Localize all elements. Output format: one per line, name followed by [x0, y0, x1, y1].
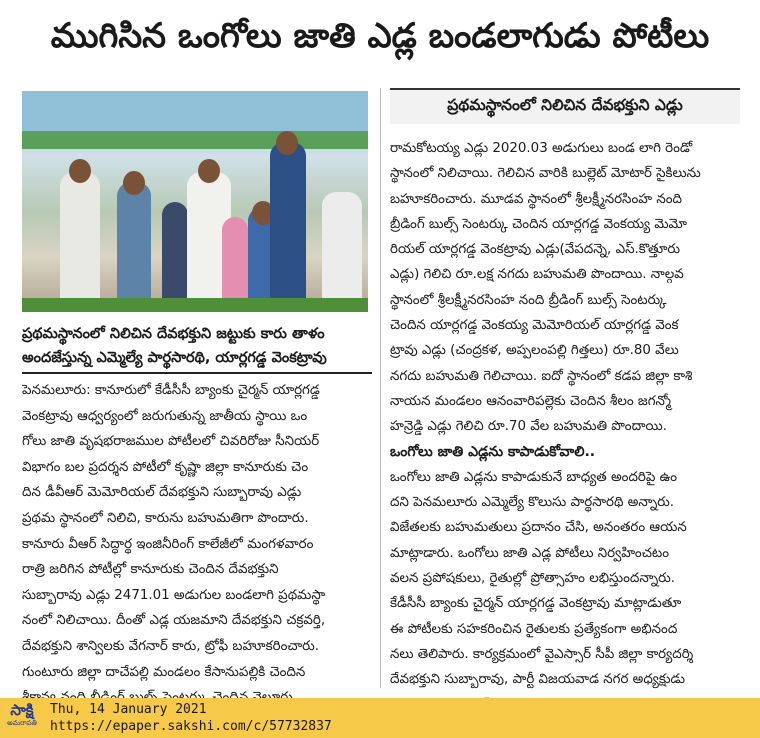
photo-person	[270, 142, 306, 312]
article-line: కానూరు వీఆర్ సిద్ధార్థ ఇంజినీరింగ్ కాలేజీలో మంగళవారం	[22, 536, 314, 552]
article-line: ఈ పోటీలకు సహకరించిన రైతులకు ప్రత్యేకంగా అభినంద	[390, 621, 678, 637]
article-subheading: ఒంగోలు జాతి ఎడ్లను కాపాడుకోవాలి..	[390, 443, 596, 460]
right-article	[390, 136, 742, 718]
article-line: చెందిన యార్లగడ్డ వెంకయ్య మెమోరియల్ యార్లగడ్డ వెంక	[390, 318, 679, 334]
article-line: రాత్రి జరిగిన పోటీల్లో కానూరుకు చెందిన దేవభక్తుని	[22, 562, 279, 578]
footer-url[interactable]: https://epaper.sakshi.com/c/57732837	[50, 719, 332, 734]
footer-info	[50, 701, 332, 735]
article-line: కేడీసీసీ బ్యాంకు చైర్మన్ యార్లగడ్డ వెంకట్రావు మాట్లాడుతూ	[390, 596, 682, 612]
photo-person	[162, 202, 188, 312]
article-line: నంలో నిలిచాయి. దీంతో ఎడ్ల యజమాని దేవభక్తుని చక్రవర్తి,	[22, 613, 326, 629]
article-line: ట్రావు ఎడ్లు (చంద్రకళ, అప్పలంపల్లి గిత్తలు) రూ.80 వేలు	[390, 343, 679, 359]
logo-mark: సాక్షి	[10, 701, 34, 719]
photo-person-head	[198, 159, 220, 183]
article-line: దేవభక్తుని శాన్విలకు వేగనార్ కారు, ట్రోఫీ బహూకరించారు.	[22, 638, 319, 654]
caption-divider	[22, 372, 372, 374]
left-article	[22, 378, 374, 711]
article-line: స్థానంలో నిలిచాయి. గెలిచిన వారికి బుల్లెట్ మోటార్ సైకిలును	[390, 166, 701, 182]
article-line: విజేతలకు బహుమతులు ప్రదానం చేసి, అనంతరం ఆయన	[390, 520, 687, 536]
caption-line: ప్రథమస్థానంలో నిలిచిన దేవభక్తుని జట్టుకు కారు తాళం	[22, 326, 325, 342]
photo-person-head	[69, 159, 91, 183]
article-line: గోలు జాతి వృషభరాజముల పోటీలలో చివరిరోజు సీనియర్	[22, 434, 320, 450]
photo-person-head	[276, 131, 298, 155]
sakshi-logo	[4, 701, 40, 735]
headline: ముగిసిన ఒంగోలు జాతి ఎడ్ల బండలాగుడు పోటీలు	[50, 16, 710, 56]
article-line: బ్రీడింగ్ బుల్స్ సెంటర్కు చెందిన యార్లగడ్డ వెంకయ్య మెమో	[390, 216, 688, 232]
footer-date: Thu, 14 January 2021	[50, 702, 207, 717]
article-line: బహూకరించారు. మూడవ స్థానంలో శ్రీలక్ష్మీనరసింహ నంది	[390, 191, 682, 207]
photo-person-head	[123, 171, 145, 195]
photo-grass	[22, 298, 368, 312]
article-line: సుబ్బారావు ఎడ్లు 2471.01 అడుగుల బండలాగి ప్రథమస్థా	[22, 587, 326, 603]
article-line: రియల్ యార్లగడ్డ వెంకట్రావు ఎడ్లు(వేపదన్నె, ఎస్.కొత్తూరు	[390, 242, 680, 258]
logo-subtitle: అమరావతి	[7, 719, 37, 727]
article-line: స్థానంలో శ్రీలక్ష్మీనరసింహ నంది బ్రీడింగ్ బుల్స్ సెంటర్కు	[390, 292, 667, 308]
article-line: వెంకట్రావు ఆధ్వర్యంలో జరుగుతున్న జాతీయ స్థాయి ఒం	[22, 408, 308, 424]
photo-tent	[22, 131, 368, 149]
photo-caption	[22, 322, 372, 370]
article-line: దేవభక్తుని సుబ్బారావు, పార్టీ విజయవాడ నగర అధ్యక్షుడు	[390, 672, 686, 688]
article-line: రామకోటయ్య ఎడ్లు 2020.03 అడుగులు బండ లాగి రెండో	[390, 141, 693, 156]
article-line: వలన ప్రపోషకులు, రైతుల్లో ప్రోత్సాహం లభిస్తుందన్నారు.	[390, 571, 675, 587]
article-line: ప్రథమ స్థానంలో నిలిచి, కారును బహుమతిగా పొందారు.	[22, 510, 309, 526]
article-line: విభాగం బల ప్రదర్శన పోటీలో కృష్ణా జిల్లా కానూరుకు చెం	[22, 459, 309, 475]
article-line: హన్రెడ్డి ఎడ్లు గెలిచి రూ.70 వేల బహుమతి పొందాయి.	[390, 419, 667, 435]
article-subhead: ప్రథమస్థానంలో నిలిచిన దేవభక్తుని ఎడ్లు	[390, 88, 740, 124]
column-divider	[380, 88, 381, 688]
photo-person	[117, 182, 151, 312]
article-line: నలు తెలిపారు. కార్యక్రమంలో వైఎస్సార్ సీపీ జిల్లా కార్యదర్శి	[390, 646, 694, 662]
article-line: దని పెనమలూరు ఎమ్మెల్యే కొలుసు పార్థసారథి అన్నారు.	[390, 495, 675, 511]
article-line: దిన డీవీఆర్ మెమోరియల్ దేవభక్తుని సుబ్బారావు ఎడ్లు	[22, 485, 302, 501]
news-photo	[22, 91, 368, 312]
article-line: మాట్లాడారు. ఒంగోలు జాతి ఎడ్ల పోటీలు నిర్వహించటం	[390, 545, 670, 561]
article-line: పెనమలూరు: కానూరులో కేడీసీసీ బ్యాంకు చైర్మన్ యార్లగడ్డ	[22, 383, 320, 398]
caption-line: అందజేస్తున్న ఎమ్మెల్యే పార్థసారథి, యార్లగడ్డ వెంకట్రావు	[22, 350, 327, 366]
article-line: గుంటూరు జిల్లా దాచేపల్లి మండలం కేసానుపల్లికి చెందిన	[22, 664, 306, 680]
photo-person	[60, 172, 100, 312]
article-line: నగదు బహుమతి గెలిచాయి. ఐదో స్థానంలో కడప జిల్లా కాశి	[390, 368, 693, 384]
article-line: ఎడ్లు) గెలిచి రూ.లక్ష నగదు బహుమతి పొందాయి. నాల్గవ	[390, 267, 684, 283]
photo-person	[322, 192, 362, 312]
article-line: ఒంగోలు జాతి ఎడ్లను కాపాడుకునే బాధ్యత అందరిపై ఉం	[390, 469, 678, 485]
article-line: నాయన మండలం ఆనంవారిపల్లెకు చెందిన శీలం జగన్మో	[390, 393, 672, 409]
